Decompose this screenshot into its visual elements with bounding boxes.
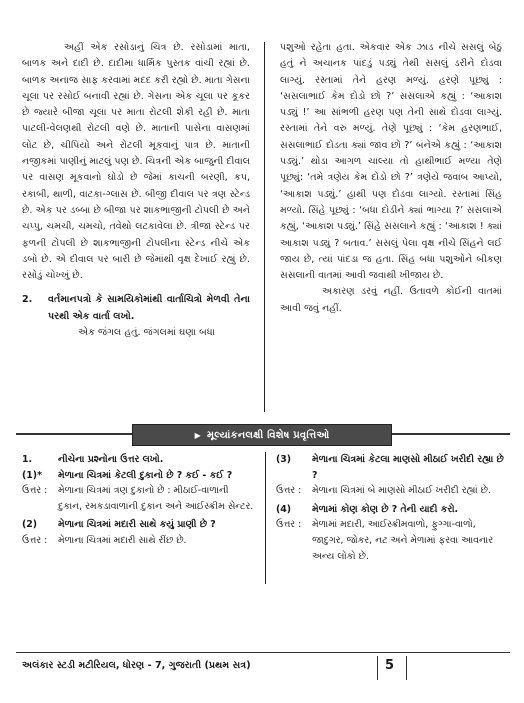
activities-left	[22, 452, 254, 552]
story-continuation: પશુઓ રહેતા હતા. એકવાર એક ઝાડ નીચે સસલું બેઠું હતું ને અચાનક પાંદડું પડ્યું તેથી સસલું ડરીને દોડવા લાગ્યું. રસ્તામાં તેને હરણ મળ્યું. હરણે પૂછ્યું : ‘સસલાભાઈ કેમ દોડો છો ?’ સસલાએ કહ્યું : ‘આકાશ પડ્યું !’ આ સાંભળી હરણ પણ તેની સાથે દોડવા લાગ્યું. રસ્તામાં તેને વરુ મળ્યું. તેણે પૂછ્યું : ‘કેમ હરણભાઈ, સસલાભાઈ દોડતા ક્યાં જાવ છો ?’ બંનેએ કહ્યું : ‘આકાશ પડ્યું.’ થોડા આગળ ચાલ્યા તો હાથીભાઈ મળ્યા તેણે પૂછ્યું: ‘તમે ત્રણેય કેમ દોડો છો ?’ ત્રણેયે જવાબ આપ્યો, ‘આકાશ પડ્યું.’ હાથી પણ દોડવા લાગ્યો. રસ્તામાં સિંહ મળ્યો. સિંહે પૂછ્યું : ‘બધા દોડીને ક્યાં ભાગ્યા ?’ સસલાએ કહ્યું, ‘આકાશ પડ્યું.’ સિંહે સસલાને કહ્યું : ‘આકાશ ! ક્યાં આકાશ પડ્યું ? બતાવ.’ સસલું પેલા વૃક્ષ નીચે સિંહને લઈ જાય છે, ત્યાં પાંદડા જ હતા. સિંહ બધા પશુઓને બીકણ સસલાની વાતમાં આવી જવાથી ખીજાય છે.	[280, 42, 502, 282]
story-start: એક જંગલ હતું. જંગલમાં ઘણા બધા	[78, 327, 215, 339]
section-title-banner	[132, 424, 392, 446]
activity-question: (3) મેળાના ચિત્રમાં કેટલા માણસો મીઠાઈ ખરીદી રહ્યા છે ?	[276, 454, 504, 481]
section-title: મૂલ્યાંકનલક્ષી વિશેષ પ્રવૃત્તિઓ	[206, 429, 330, 441]
activity-answer: ઉત્તર : મેળાના ચિત્રમાં ત્રણ દુકાનો છે : મીઠાઈ-વાળાની દુકાન, રમકડાવાળાની દુકાન અને આઈસ્ક્રીમ સેન્ટર.	[22, 485, 254, 512]
activity-answer: ઉત્તર : મેળામાં મદારી, આઈસ્ક્રીમવાળો, ફુગ્ગા-વાળો, જાદુગર, જોકર, નટ અને મેળામાં ફરવા આવનાર અન્ય લોકો છે.	[276, 519, 494, 562]
footer-title: અલંકાર સ્ટડી મટીરિયલ, ધોરણ - 7, ગુજરાતી (પ્રથમ સત્ર)	[22, 660, 251, 671]
footer-separator	[377, 656, 378, 680]
footer-box	[406, 656, 507, 680]
activity-heading: 1. નીચેના પ્રશ્નોના ઉત્તર લખો.	[22, 454, 164, 465]
triangle-icon: ▶	[194, 430, 201, 440]
question-number: 2.	[22, 294, 33, 306]
column-divider	[264, 42, 265, 412]
left-column	[22, 40, 250, 341]
activity-question: (1)* મેળાના ચિત્રમાં કેટલી દુકાનો છે ? કઈ - કઈ ?	[22, 469, 233, 481]
activity-question: (4) મેળામાં કોણ કોણ છે ? તેની યાદી કરો.	[276, 503, 459, 515]
activity-answer: ઉત્તર : મેળાના ચિત્રમાં બે માણસો મીઠાઈ ખરીદી રહ્યાં છે.	[276, 485, 491, 497]
question-2	[22, 292, 250, 341]
activity-question: (2) મેળાના ચિત્રમાં મદારી સાથે કયું પ્રાણી છે ?	[22, 519, 216, 531]
activity-answer: ઉત્તર : મેળાના ચિત્રમાં મદારી સાથે રીંછ છે.	[22, 534, 187, 546]
activities-right	[276, 452, 506, 567]
footer-rule	[16, 652, 510, 653]
kitchen-description: અહીં એક રસોડાનું ચિત્ર છે. રસોડામાં માતા, બાળક અને દાદી છે. દાદીમા ધાર્મિક પુસ્તક વાંચી રહ્યાં છે. બાળક અનાજ સાફ કરવામાં મદદ કરી રહ્યો છે. માતા ગેસના ચૂલા પર રસોઈ બનાવી રહ્યાં છે. ગેસના એક ચૂલા પર કૂકર છે જ્યારે બીજા ચૂલા પર માતા રોટલી શેકી રહી છે. માતા પાટલી-વેલણથી રોટલી વણે છે. માતાની પાસેના વાસણમાં લોટ છે, ચીપિયો અને રોટલી મૂકવાનું પાત્ર છે. માતાની નજીકમાં પાણીનું માટલું પણ છે. ચિત્રની એક બાજુની દીવાલ પર વાસણ મૂકવાનો ઘોડો છે જેમાં કાચની બરણી, કપ, રકાબી, થાળી, વાટકા-ગ્લાસ છે. બીજી દીવાલ પર ત્રણ સ્ટેન્ડ છે. એક પર ડબ્બા છે બીજા પર શાકભાજીની ટોપલી છે અને ચપ્પુ, ચમચી, ચમચો, તવેથો લટકાવેલા છે. ત્રીજા સ્ટેન્ડ પર ફળની ટોપલી છે શાકભાજીની ટોપલીના સ્ટેન્ડ નીચે એક ડબો છે. એ દીવાલ પર બારી છે જેમાંથી વૃક્ષ દેખાઈ રહ્યું છે. રસોડું ચોખ્ખું છે.	[22, 42, 250, 282]
activities-divider	[265, 452, 266, 584]
right-column	[280, 40, 502, 317]
question-text: વર્તમાનપત્રો કે સામયિકોમાંથી વાર્તાચિત્રો મેળવી તેના પરથી એક વાર્તા લખો.	[48, 294, 250, 322]
page-number: 5	[385, 658, 395, 673]
story-moral: અકારણ ડરવું નહીં. ઉતાવળે કોઈની વાતમાં આવી જવું નહીં.	[280, 286, 502, 314]
